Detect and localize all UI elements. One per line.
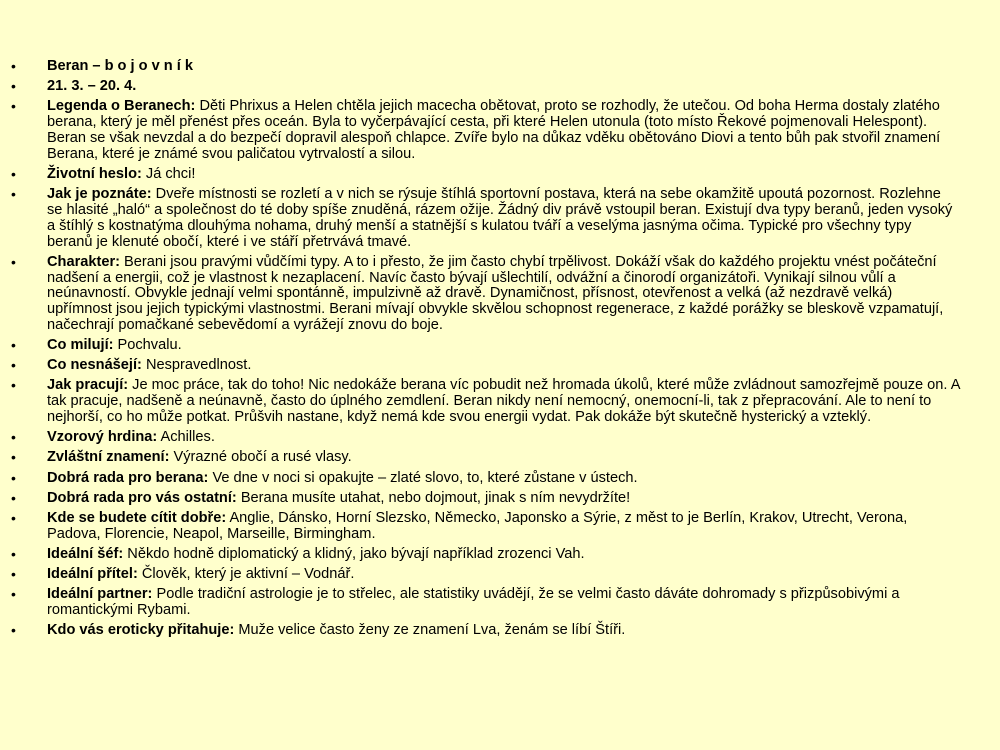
bullet-icon: •: [11, 449, 16, 466]
item-label: Ideální přítel:: [47, 566, 138, 583]
item-text: Nespravedlnost.: [141, 357, 252, 374]
item-text: Výrazné obočí a rusé vlasy.: [169, 449, 352, 466]
item-text: Dveře místnosti se rozletí a v nich se rýsuje štíhlá sportovní postava, která na sebe okamžitě upoutá pozornost. Rozlehne se hlasité „haló“ a společnost do té doby spíše znuděná, rázem ožije. Žádný div právě vstoupil beran. Existují dva typy beranů, jeden vysoký a štíhlý s kostnatýma dlouhýma nohama, druhý menší a statnější s kulatou tváří a veselýma jasnýma očima. Typické pro všechny typy beranů je klenuté obočí, které i ve stáří přetrvává tmavé.: [47, 186, 953, 250]
item-text: Berani jsou pravými vůdčími typy. A to i přesto, že jim často chybí trpělivost. Dokáží však do každého projektu vnést počáteční nadšení a energii, což je vlastnost k nezaplacení. Navíc často bývají ušlechtilí, odvážní a činorodí organizátoři. Vynikají silnou vůlí a neúnavností. Obvykle jednají velmi spontánně, impulzivně až dravě. Dynamičnost, přísnost, otevřenost a velká (až nezdravě velká) upřímnost jsou jejich typickými vlastnostmi. Berani mívají obvykle skvělou schopnost regenerace, z každé porážky se bleskově vzpamatují, načechrají pomačkané sebevědomí a vyrážejí znovu do boje.: [47, 253, 944, 333]
item-text: Člověk, který je aktivní – Vodnář.: [137, 566, 355, 583]
item-label: Životní heslo:: [47, 165, 142, 182]
item-text: Berana musíte utahat, nebo dojmout, jinak s ním nevydržíte!: [236, 489, 631, 506]
list-item-sign: [11, 450, 960, 466]
item-text: Achilles.: [157, 429, 215, 446]
item-label: Ideální šéf:: [47, 545, 124, 562]
bullet-icon: •: [11, 586, 16, 603]
item-label: Co nesnášejí:: [47, 357, 142, 374]
list-item-character: [11, 255, 960, 334]
bullet-icon: •: [11, 489, 16, 506]
bullet-icon: •: [11, 377, 16, 394]
bullet-icon: •: [11, 186, 16, 203]
item-text: Děti Phrixus a Helen chtěla jejich macecha obětovat, proto se rozhodly, že utečou. Od boha Herma dostaly zlatého berana, který je měl přenést přes oceán. Byla to vyčerpávající cesta, při které Helen utonula (toto místo Řekové pojmenovali Helespont). Beran se však nevzdal a do bezpečí dopravil alespoň chlapce. Zvíře bylo na důkaz vděku obětováno Diovi a tento bůh pak stvořil znamení Berana, které je známé svou paličatou vytrvalostí a silou.: [47, 98, 941, 162]
bullet-icon: •: [11, 469, 16, 486]
list-item-work: [11, 378, 960, 425]
list-item-partner: [11, 587, 960, 619]
bullet-icon: •: [11, 622, 16, 639]
list-item-likes: [11, 338, 960, 354]
item-label: Charakter:: [47, 253, 120, 270]
item-label: Dobrá rada pro berana:: [47, 469, 209, 486]
item-label: Legenda o Beranech:: [47, 98, 196, 115]
bullet-icon: •: [11, 337, 16, 354]
list-item-advice-aries: [11, 471, 960, 487]
item-label: Ideální partner:: [47, 586, 153, 603]
list-item-recognition: [11, 187, 960, 250]
bullet-list: [11, 59, 960, 639]
bullet-icon: •: [11, 510, 16, 526]
list-item-advice-others: [11, 491, 960, 507]
item-text: Podle tradiční astrologie je to střelec, ale statistiky uvádějí, že se velmi často dáváte dohromady s přizpůsobivými a romantickými Rybami.: [47, 586, 900, 619]
item-label: Co milují:: [47, 337, 114, 354]
item-label: Vzorový hrdina:: [47, 429, 158, 446]
list-item-friend: [11, 567, 960, 583]
bullet-icon: •: [11, 545, 16, 562]
bullet-icon: •: [11, 253, 16, 270]
item-text: Někdo hodně diplomatický a klidný, jako bývají například zrozenci Vah.: [123, 545, 585, 562]
bullet-icon: •: [11, 78, 16, 95]
bullet-icon: •: [11, 566, 16, 583]
list-item-boss: [11, 547, 960, 563]
item-label: Jak je poznáte:: [47, 186, 152, 203]
list-item-places: [11, 511, 960, 543]
item-label: Zvláštní znamení:: [47, 449, 170, 466]
list-item-motto: [11, 167, 960, 183]
bullet-icon: •: [11, 357, 16, 374]
item-text: Pochvalu.: [113, 337, 182, 354]
item-label: 21. 3. – 20. 4.: [47, 78, 137, 95]
item-label: Jak pracují:: [47, 377, 129, 394]
list-item-legend: [11, 99, 960, 162]
item-label: Kde se budete cítit dobře:: [47, 510, 227, 526]
item-label: Dobrá rada pro vás ostatní:: [47, 489, 237, 506]
list-item-attraction: [11, 623, 960, 639]
item-text: Já chci!: [141, 165, 196, 182]
item-text: Ve dne v noci si opakujte – zlaté slovo, to, které zůstane v ústech.: [208, 469, 638, 486]
list-item-dates: [11, 79, 960, 95]
item-text: Anglie, Dánsko, Horní Slezsko, Německo, Japonsko a Sýrie, z měst to je Berlín, Krakov, Utrecht, Verona, Padova, Florencie, Neapol, Marseille, Birmingham.: [47, 510, 908, 542]
bullet-icon: •: [11, 165, 16, 182]
bullet-icon: •: [11, 98, 16, 115]
list-item-dislikes: [11, 358, 960, 374]
bullet-icon: •: [11, 429, 16, 446]
item-label: Kdo vás eroticky přitahuje:: [47, 622, 235, 639]
item-text: Muže velice často ženy ze znamení Lva, ženám se líbí Štíři.: [234, 622, 626, 639]
list-item-hero: [11, 430, 960, 446]
list-item-title: [11, 59, 960, 75]
item-text: Je moc práce, tak do toho! Nic nedokáže berana víc pobudit než hromada úkolů, které může zvládnout samozřejmě pouze on. A tak pracuje, nadšeně a neúnavně, často do úplného zemdlení. Beran nikdy není nemocný, onemocní-li, tak z přepracování. Ale to není to nejhorší, co ho může potkat. Průšvih nastane, když nemá kde svou energii vydat. Pak dokáže být skutečně hysterický a vzteklý.: [47, 377, 960, 426]
bullet-icon: •: [11, 58, 16, 74]
item-label: Beran – b o j o v n í k: [47, 58, 193, 74]
